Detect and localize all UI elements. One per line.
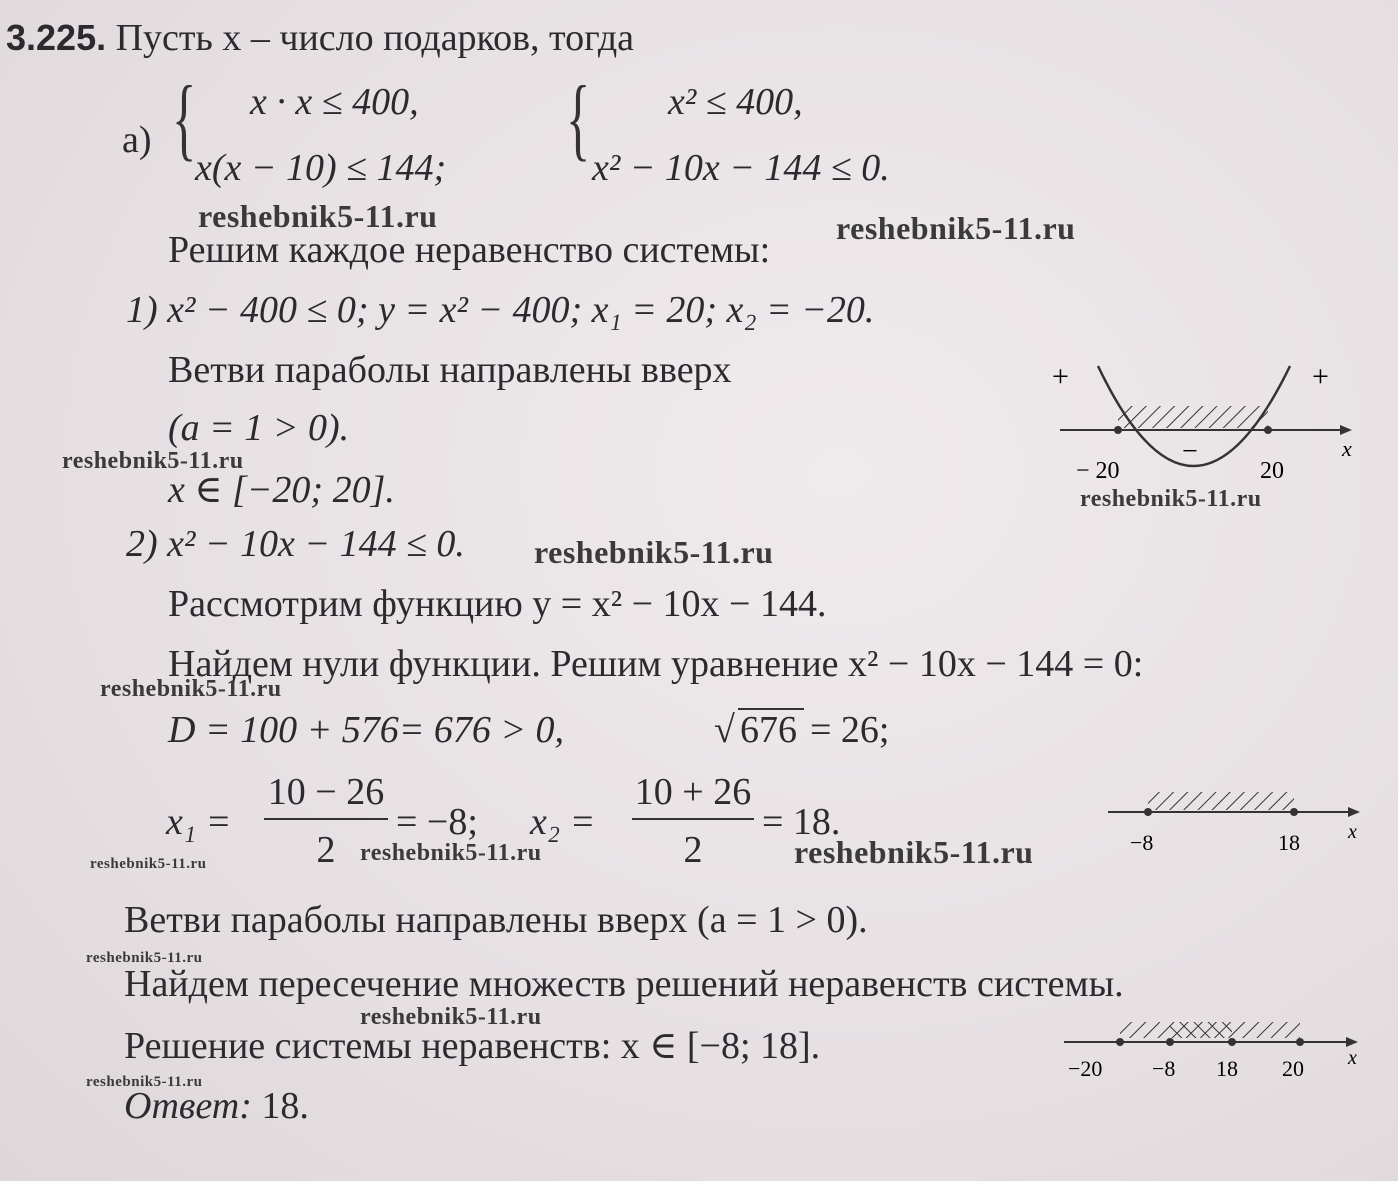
label3-18: 18 — [1216, 1056, 1238, 1081]
watermark: reshebnik5-11.ru — [198, 198, 438, 234]
intersection: Найдем пересечение множеств решений неравенств системы. — [124, 963, 1124, 1005]
x1-fraction-bar — [264, 818, 388, 820]
step2-zeros: Найдем нули функции. Решим уравнение x² − 10x − 144 = 0: — [168, 643, 1144, 685]
solve-each: Решим каждое неравенство системы: — [168, 229, 771, 271]
point3-minus20 — [1116, 1038, 1124, 1046]
watermark: reshebnik5-11.ru — [86, 1074, 203, 1090]
axis-arrow-3 — [1346, 1037, 1358, 1047]
step1-line: 1) x² − 400 ≤ 0; y = x² − 400; x₁ = 20; x₂ = −20. — [126, 289, 875, 331]
watermark: reshebnik5-11.ru — [534, 534, 774, 570]
point-18 — [1290, 808, 1298, 816]
problem-header — [6, 16, 634, 60]
watermark: reshebnik5-11.ru — [360, 1004, 542, 1030]
step2-branches: Ветви параболы направлены вверх (a = 1 > 0). — [124, 899, 868, 941]
plus-right: + — [1312, 360, 1329, 393]
solution: Решение системы неравенств: x ∈ [−8; 18]. — [124, 1025, 821, 1067]
point-minus8 — [1144, 808, 1152, 816]
watermark: reshebnik5-11.ru — [836, 210, 1076, 246]
point3-18 — [1228, 1038, 1236, 1046]
step2-line: 2) x² − 10x − 144 ≤ 0. — [126, 523, 465, 565]
axis-label-2: x — [1348, 821, 1357, 843]
axis-arrow-2 — [1348, 807, 1360, 817]
sqrt-result: = 26; — [810, 709, 890, 751]
x1-result: = −8; — [396, 801, 478, 843]
axis-label-3: x — [1348, 1047, 1357, 1069]
answer-label: Ответ: — [124, 1085, 252, 1127]
right-eq1: x² ≤ 400, — [668, 81, 803, 123]
label3-minus20: −20 — [1068, 1056, 1103, 1081]
root-right-label: 20 — [1260, 458, 1284, 484]
label-18: 18 — [1278, 830, 1300, 855]
x2-fraction-bar — [632, 818, 754, 820]
point3-minus8 — [1166, 1038, 1174, 1046]
label3-minus8: −8 — [1152, 1056, 1176, 1081]
watermark: reshebnik5-11.ru — [62, 448, 244, 474]
interval-graph-3 — [1056, 1012, 1370, 1086]
watermark: reshebnik5-11.ru — [90, 856, 207, 872]
x2-label: x₂ = — [530, 801, 596, 843]
left-brace: { — [172, 67, 197, 169]
x2-numerator: 10 + 26 — [634, 771, 752, 813]
plus-left: + — [1052, 360, 1069, 393]
system-label: а) — [122, 119, 152, 161]
root-point-right — [1264, 426, 1272, 434]
root-left-label: − 20 — [1076, 458, 1120, 484]
watermark: reshebnik5-11.ru — [794, 834, 1034, 870]
axis-label: x — [1342, 436, 1352, 461]
step1-a-cond: (a = 1 > 0). — [168, 407, 350, 449]
left-eq1: x · x ≤ 400, — [250, 81, 419, 123]
watermark: reshebnik5-11.ru — [100, 676, 282, 702]
root-point-left — [1114, 426, 1122, 434]
hatch-region-2 — [1148, 792, 1294, 810]
label3-20: 20 — [1282, 1056, 1304, 1081]
watermark: reshebnik5-11.ru — [1080, 486, 1262, 512]
left-eq2: x(x − 10) ≤ 144; — [195, 147, 447, 189]
discriminant: D = 100 + 576= 676 > 0, — [168, 709, 565, 751]
x2-denominator: 2 — [683, 829, 703, 871]
axis-arrow — [1340, 425, 1352, 435]
x1-label: x₁ = — [166, 801, 232, 843]
sqrt-value: 676 — [740, 709, 797, 751]
label-minus8: −8 — [1130, 830, 1154, 855]
x1-numerator: 10 − 26 — [267, 771, 385, 813]
minus-sign: − — [1182, 436, 1198, 467]
right-brace: { — [566, 67, 591, 169]
problem-intro: Пусть x – число подарков, тогда — [115, 17, 635, 59]
right-eq2: x² − 10x − 144 ≤ 0. — [592, 147, 890, 189]
sqrt-sign: √ — [714, 709, 735, 751]
watermark: reshebnik5-11.ru — [86, 950, 203, 966]
answer-value: 18. — [261, 1085, 309, 1127]
point3-20 — [1296, 1038, 1304, 1046]
hatch-region-3b — [1170, 1022, 1232, 1038]
problem-number: 3.225. — [6, 17, 107, 58]
hatch-region — [1118, 406, 1268, 428]
watermark: reshebnik5-11.ru — [360, 840, 542, 866]
step2-consider: Рассмотрим функцию y = x² − 10x − 144. — [168, 583, 827, 625]
step1-branches: Ветви параболы направлены вверх — [168, 349, 732, 391]
x1-denominator: 2 — [316, 829, 336, 871]
interval-graph-2 — [1100, 780, 1370, 860]
step1-answer: x ∈ [−20; 20]. — [168, 469, 395, 511]
x2-result: = 18. — [762, 801, 841, 843]
